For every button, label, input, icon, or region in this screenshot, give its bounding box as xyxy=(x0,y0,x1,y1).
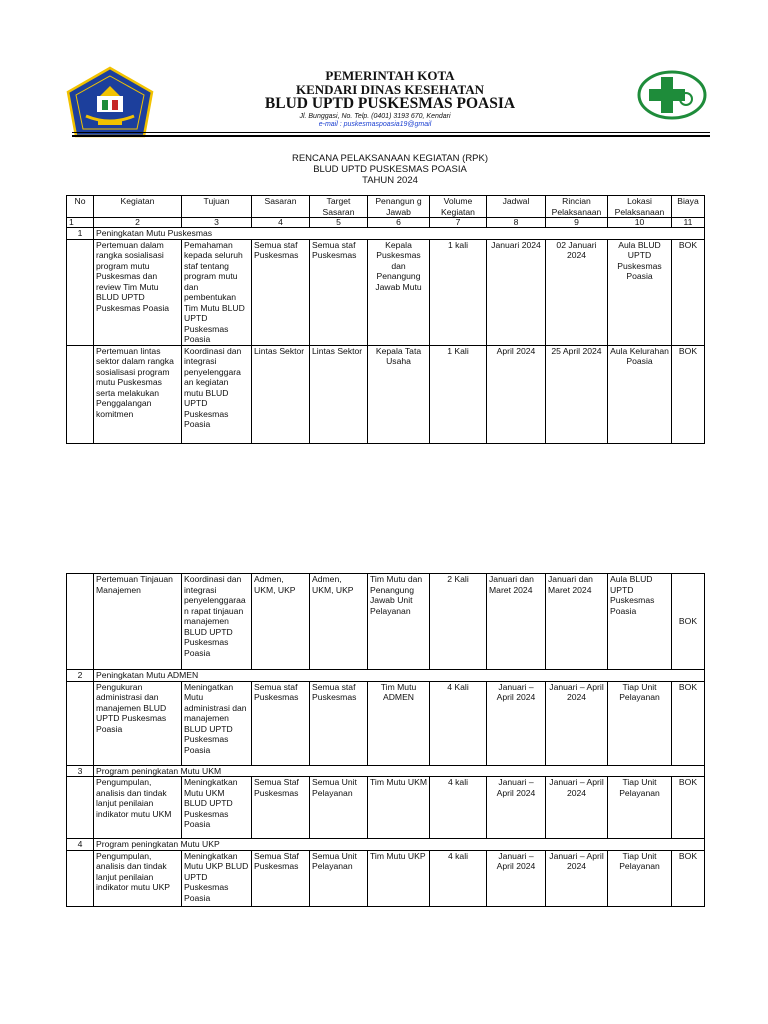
cell-kegiatan: Pengumpulan, analisis dan tindak lanjut penilaian indikator mutu UKM xyxy=(94,777,182,839)
header-department: KENDARI DINAS KESEHATAN xyxy=(295,82,485,97)
header-email: e-mail : puskesmaspoasia19@gmail xyxy=(318,121,432,128)
cell-no xyxy=(67,239,94,345)
kendari-city-emblem xyxy=(64,66,156,146)
cell-tujuan: Koordinasi dan integrasi penyelenggara an kegiatan mutu BLUD UPTD Puskesmas Poasia xyxy=(182,345,252,443)
letterhead-rule-thin xyxy=(72,132,710,133)
section-number: 3 xyxy=(67,765,94,777)
cell-lokasi: Tiap Unit Pelayanan xyxy=(608,850,672,906)
cell-lokasi: Tiap Unit Pelayanan xyxy=(608,681,672,765)
section-label: Program peningkatan Mutu UKP xyxy=(94,839,705,851)
cell-volume: 2 Kali xyxy=(430,574,487,670)
rpk-table-part2 xyxy=(66,573,705,907)
cell-rincian: Januari – April 2024 xyxy=(546,850,608,906)
col-number: 3 xyxy=(182,218,252,228)
cell-jadwal: Januari dan Maret 2024 xyxy=(487,574,546,670)
cell-penanggung-jawab: Tim Mutu UKM xyxy=(368,777,430,839)
cell-no xyxy=(67,777,94,839)
cell-target: Semua staf Puskesmas xyxy=(310,239,368,345)
cell-sasaran: Semua staf Puskesmas xyxy=(252,239,310,345)
cell-jadwal: April 2024 xyxy=(487,345,546,443)
cell-lokasi: Aula Kelurahan Poasia xyxy=(608,345,672,443)
col-header: Kegiatan xyxy=(94,196,182,218)
col-header: Target Sasaran xyxy=(310,196,368,218)
cell-biaya: BOK xyxy=(672,681,705,765)
table-row xyxy=(67,777,705,839)
section-number: 2 xyxy=(67,670,94,682)
col-header: No xyxy=(67,196,94,218)
col-number: 4 xyxy=(252,218,310,228)
section-row xyxy=(67,228,705,240)
column-number-row xyxy=(67,218,705,228)
cell-sasaran: Semua staf Puskesmas xyxy=(252,681,310,765)
section-number: 4 xyxy=(67,839,94,851)
cell-kegiatan: Pertemuan dalam rangka sosialisasi program mutu Puskesmas dan review Tim Mutu BLUD UPTD Puskesmas Poasia xyxy=(94,239,182,345)
section-label: Program peningkatan Mutu UKM xyxy=(94,765,705,777)
cell-target: Semua Unit Pelayanan xyxy=(310,777,368,839)
cell-volume: 4 Kali xyxy=(430,681,487,765)
col-header: Volume Kegiatan xyxy=(430,196,487,218)
cell-penanggung-jawab: Tim Mutu dan Penangung Jawab Unit Pelayanan xyxy=(368,574,430,670)
doc-year: TAHUN 2024 xyxy=(362,175,418,186)
col-number: 7 xyxy=(430,218,487,228)
cell-lokasi: Aula BLUD UPTD Puskesmas Poasia xyxy=(608,574,672,670)
doc-subtitle: BLUD UPTD PUSKESMAS POASIA xyxy=(313,164,467,175)
cell-tujuan: Meningkatkan Mutu UKP BLUD UPTD Puskesmas Poasia xyxy=(182,850,252,906)
cell-penanggung-jawab: Kepala Tata Usaha xyxy=(368,345,430,443)
cell-rincian: 25 April 2024 xyxy=(546,345,608,443)
cell-jadwal: Januari – April 2024 xyxy=(487,777,546,839)
cell-penanggung-jawab: Tim Mutu ADMEN xyxy=(368,681,430,765)
col-header: Tujuan xyxy=(182,196,252,218)
rpk-table-part1 xyxy=(66,195,705,444)
col-header: Lokasi Pelaksanaan xyxy=(608,196,672,218)
cell-volume: 4 kali xyxy=(430,850,487,906)
col-number: 8 xyxy=(487,218,546,228)
doc-title: RENCANA PELAKSANAAN KEGIATAN (RPK) xyxy=(291,153,489,164)
cell-sasaran: Lintas Sektor xyxy=(252,345,310,443)
cell-volume: 1 Kali xyxy=(430,345,487,443)
col-header: Jadwal xyxy=(487,196,546,218)
cell-target: Admen, UKM, UKP xyxy=(310,574,368,670)
col-header: Rincian Pelaksanaan xyxy=(546,196,608,218)
cell-jadwal: Januari 2024 xyxy=(487,239,546,345)
col-number: 6 xyxy=(368,218,430,228)
cell-penanggung-jawab: Kepala Puskesmas dan Penangung Jawab Mutu xyxy=(368,239,430,345)
section-row xyxy=(67,765,705,777)
col-number: 2 xyxy=(94,218,182,228)
cell-tujuan: Meningkatkan Mutu UKM BLUD UPTD Puskesmas Poasia xyxy=(182,777,252,839)
cell-target: Semua staf Puskesmas xyxy=(310,681,368,765)
table-row xyxy=(67,850,705,906)
cell-no xyxy=(67,681,94,765)
section-label: Peningkatan Mutu ADMEN xyxy=(94,670,705,682)
cell-rincian: Januari dan Maret 2024 xyxy=(546,574,608,670)
table-row xyxy=(67,345,705,443)
table-row xyxy=(67,574,705,670)
col-number: 10 xyxy=(608,218,672,228)
cell-tujuan: Meningatkan Mutu administrasi dan manajemen BLUD UPTD Puskesmas Poasia xyxy=(182,681,252,765)
cell-jadwal: Januari – April 2024 xyxy=(487,850,546,906)
col-header: Biaya xyxy=(672,196,705,218)
cell-sasaran: Semua Staf Puskesmas xyxy=(252,777,310,839)
col-number: 9 xyxy=(546,218,608,228)
cell-sasaran: Admen, UKM, UKP xyxy=(252,574,310,670)
section-label: Peningkatan Mutu Puskesmas xyxy=(94,228,705,240)
col-number: 5 xyxy=(310,218,368,228)
col-number: 11 xyxy=(672,218,705,228)
header-government: PEMERINTAH KOTA xyxy=(325,68,455,83)
cell-rincian: 02 Januari 2024 xyxy=(546,239,608,345)
cell-kegiatan: Pengumpulan, analisis dan tindak lanjut penilaian indikator mutu UKP xyxy=(94,850,182,906)
cell-kegiatan: Pertemuan Tinjauan Manajemen xyxy=(94,574,182,670)
table-row xyxy=(67,681,705,765)
cell-biaya: BOK xyxy=(672,239,705,345)
header-institution: BLUD UPTD PUSKESMAS POASIA xyxy=(264,95,516,112)
cell-biaya: BOK xyxy=(672,777,705,839)
section-row xyxy=(67,839,705,851)
letterhead-rule-thick xyxy=(72,135,710,137)
cell-no xyxy=(67,850,94,906)
cell-tujuan: Koordinasi dan integrasi penyelenggaraa n rapat tinjauan manajemen BLUD UPTD Puskesmas Poasia xyxy=(182,574,252,670)
cell-target: Lintas Sektor xyxy=(310,345,368,443)
col-number: 1 xyxy=(67,218,94,228)
cell-biaya: BOK xyxy=(672,345,705,443)
cell-no xyxy=(67,574,94,670)
cell-sasaran: Semua Staf Puskesmas xyxy=(252,850,310,906)
cell-rincian: Januari – April 2024 xyxy=(546,681,608,765)
cell-target: Semua Unit Pelayanan xyxy=(310,850,368,906)
cell-penanggung-jawab: Tim Mutu UKP xyxy=(368,850,430,906)
cell-biaya: BOK xyxy=(672,850,705,906)
cell-lokasi: Tiap Unit Pelayanan xyxy=(608,777,672,839)
cell-jadwal: Januari – April 2024 xyxy=(487,681,546,765)
cell-rincian: Januari – April 2024 xyxy=(546,777,608,839)
puskesmas-logo xyxy=(637,70,707,120)
cell-biaya: BOK xyxy=(672,574,705,670)
table-header-row xyxy=(67,196,705,218)
cell-volume: 1 kali xyxy=(430,239,487,345)
section-number: 1 xyxy=(67,228,94,240)
table-row xyxy=(67,239,705,345)
cell-lokasi: Aula BLUD UPTD Puskesmas Poasia xyxy=(608,239,672,345)
cell-tujuan: Pemahaman kepada seluruh staf tentang program mutu dan pembentukan Tim Mutu BLUD UPTD Puskesmas Poasia xyxy=(182,239,252,345)
header-address: Jl. Bunggasi, No. Telp. (0401) 3193 670, Kendari xyxy=(299,113,451,120)
section-row xyxy=(67,670,705,682)
col-header: Sasaran xyxy=(252,196,310,218)
cell-kegiatan: Pertemuan lintas sektor dalam rangka sosialisasi program mutu Puskesmas serta melakukan Penggalangan komitmen xyxy=(94,345,182,443)
cell-kegiatan: Pengukuran administrasi dan manajemen BLUD UPTD Puskesmas Poasia xyxy=(94,681,182,765)
cell-no xyxy=(67,345,94,443)
cell-volume: 4 kali xyxy=(430,777,487,839)
col-header: Penangun g Jawab xyxy=(368,196,430,218)
